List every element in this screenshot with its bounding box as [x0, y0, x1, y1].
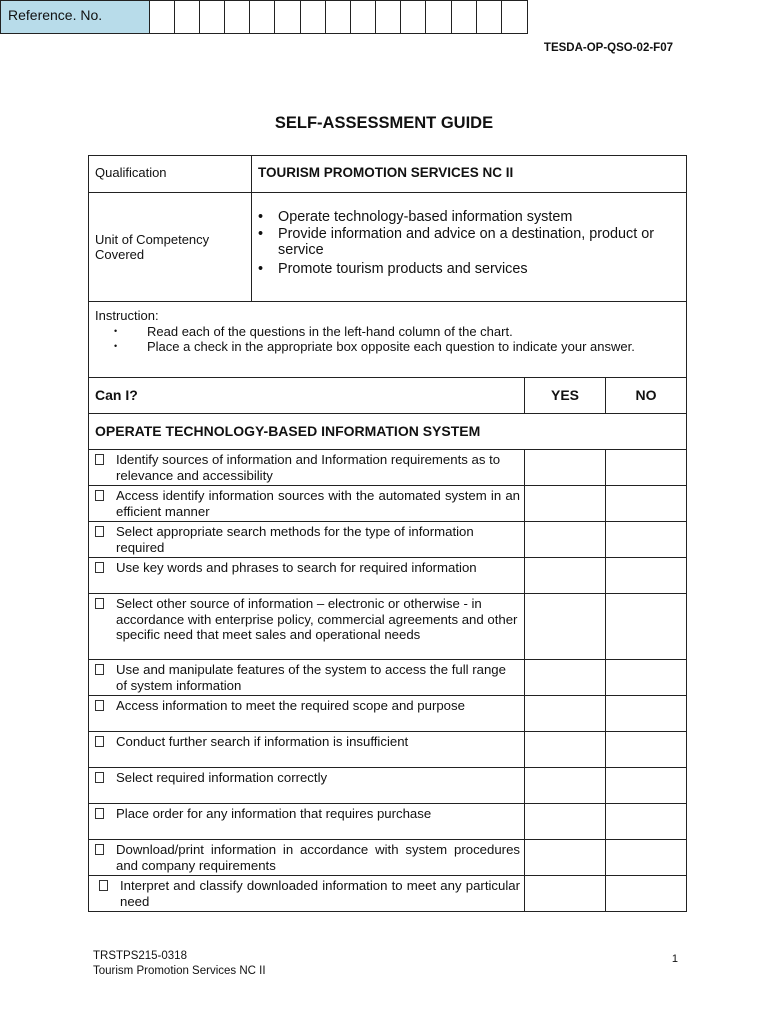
reference-digit-box[interactable] — [376, 1, 401, 33]
question-row — [89, 594, 525, 660]
competency-item: • Provide information and advice on a destination, product or service — [278, 226, 680, 259]
no-answer-box[interactable] — [606, 486, 687, 522]
reference-digit-box[interactable] — [175, 1, 200, 33]
reference-digit-box[interactable] — [301, 1, 326, 33]
instruction-cell — [89, 302, 687, 378]
no-answer-box[interactable] — [606, 450, 687, 486]
column-header-no: NO — [606, 378, 687, 414]
question-text: Select other source of information – electronic or otherwise - in accordance with enterprise policy, commercial agreements and other specific need that meet sales and operational needs — [116, 596, 518, 642]
question-row — [89, 804, 525, 840]
page-number: 1 — [671, 953, 678, 965]
yes-answer-box[interactable] — [525, 558, 606, 594]
question-text: Access identify information sources with the automated system in an efficient manner — [116, 488, 520, 519]
reference-digit-box[interactable] — [225, 1, 250, 33]
yes-answer-box[interactable] — [525, 696, 606, 732]
question-row — [89, 660, 525, 696]
yes-answer-box[interactable] — [525, 768, 606, 804]
page-title: SELF-ASSESSMENT GUIDE — [274, 114, 494, 132]
unit-of-competency-label-line2: Covered — [95, 247, 145, 262]
checkbox-bullet-icon — [95, 664, 104, 675]
reference-label: Reference. No. — [1, 1, 150, 33]
reference-digit-box[interactable] — [200, 1, 225, 33]
question-text: Select required information correctly — [116, 770, 328, 785]
unit-of-competency-list-cell — [252, 193, 687, 302]
no-answer-box[interactable] — [606, 732, 687, 768]
no-answer-box[interactable] — [606, 840, 687, 876]
no-answer-box[interactable] — [606, 768, 687, 804]
question-text: Identify sources of information and Information requirements as to relevance and accessibility — [116, 452, 501, 483]
question-row — [89, 840, 525, 876]
checkbox-bullet-icon — [95, 562, 104, 573]
reference-digit-box[interactable] — [250, 1, 275, 33]
form-code: TESDA-OP-QSO-02-F07 — [543, 42, 673, 54]
qualification-value: TOURISM PROMOTION SERVICES NC II — [252, 156, 687, 193]
yes-answer-box[interactable] — [525, 804, 606, 840]
reference-digit-box[interactable] — [401, 1, 426, 33]
checkbox-bullet-icon — [95, 736, 104, 747]
instruction-list — [95, 324, 680, 355]
no-answer-box[interactable] — [606, 594, 687, 660]
yes-answer-box[interactable] — [525, 732, 606, 768]
question-row — [89, 732, 525, 768]
yes-answer-box[interactable] — [525, 876, 606, 912]
yes-answer-box[interactable] — [525, 522, 606, 558]
reference-digit-box[interactable] — [502, 1, 527, 33]
checkbox-bullet-icon — [95, 844, 104, 855]
question-row — [89, 876, 525, 912]
question-text: Use key words and phrases to search for required information — [116, 560, 477, 575]
footer-document-code: TRSTPS215-0318 — [93, 950, 187, 962]
checkbox-bullet-icon — [95, 700, 104, 711]
reference-number-field — [0, 0, 528, 34]
question-row — [89, 558, 525, 594]
checkbox-bullet-icon — [95, 808, 104, 819]
competency-item: • Operate technology-based information system — [278, 209, 680, 226]
question-row — [89, 768, 525, 804]
reference-digit-box[interactable] — [326, 1, 351, 33]
yes-answer-box[interactable] — [525, 486, 606, 522]
question-row — [89, 486, 525, 522]
unit-of-competency-label-line1: Unit of Competency — [95, 231, 210, 247]
question-row — [89, 450, 525, 486]
qualification-label: Qualification — [89, 156, 252, 193]
column-header-yes: YES — [525, 378, 606, 414]
reference-digit-box[interactable] — [351, 1, 376, 33]
assessment-table — [88, 155, 687, 912]
question-row — [89, 696, 525, 732]
reference-digit-box[interactable] — [150, 1, 175, 33]
question-text: Select appropriate search methods for the type of information required — [116, 524, 474, 555]
question-text: Place order for any information that requires purchase — [116, 806, 432, 821]
checkbox-bullet-icon — [99, 880, 108, 891]
column-header-question: Can I? — [89, 378, 525, 414]
no-answer-box[interactable] — [606, 804, 687, 840]
question-text: Use and manipulate features of the system to access the full range of system information — [116, 662, 506, 693]
yes-answer-box[interactable] — [525, 594, 606, 660]
competency-item: • Promote tourism products and services — [278, 261, 680, 278]
reference-digit-box[interactable] — [275, 1, 300, 33]
question-text: Conduct further search if information is insufficient — [116, 734, 409, 749]
instruction-item: • Place a check in the appropriate box opposite each question to indicate your answer. — [147, 339, 680, 355]
section-title: OPERATE TECHNOLOGY-BASED INFORMATION SYSTEM — [89, 414, 687, 450]
reference-digit-box[interactable] — [477, 1, 502, 33]
no-answer-box[interactable] — [606, 696, 687, 732]
reference-digit-box[interactable] — [452, 1, 477, 33]
unit-of-competency-label — [89, 193, 252, 302]
no-answer-box[interactable] — [606, 558, 687, 594]
yes-answer-box[interactable] — [525, 450, 606, 486]
checkbox-bullet-icon — [95, 490, 104, 501]
instruction-item: • Read each of the questions in the left-hand column of the chart. — [147, 324, 680, 340]
question-text: Interpret and classify downloaded information to meet any particular need — [120, 878, 520, 909]
question-text: Download/print information in accordance with system procedures and company requirements — [116, 842, 520, 873]
question-row — [89, 522, 525, 558]
unit-of-competency-list — [252, 193, 686, 277]
footer-qualification-name: Tourism Promotion Services NC II — [93, 965, 266, 977]
no-answer-box[interactable] — [606, 876, 687, 912]
instruction-label: Instruction: — [95, 308, 159, 323]
yes-answer-box[interactable] — [525, 660, 606, 696]
no-answer-box[interactable] — [606, 660, 687, 696]
checkbox-bullet-icon — [95, 598, 104, 609]
yes-answer-box[interactable] — [525, 840, 606, 876]
question-text: Access information to meet the required scope and purpose — [116, 698, 465, 713]
reference-digit-box[interactable] — [426, 1, 451, 33]
checkbox-bullet-icon — [95, 772, 104, 783]
checkbox-bullet-icon — [95, 526, 104, 537]
checkbox-bullet-icon — [95, 454, 104, 465]
no-answer-box[interactable] — [606, 522, 687, 558]
